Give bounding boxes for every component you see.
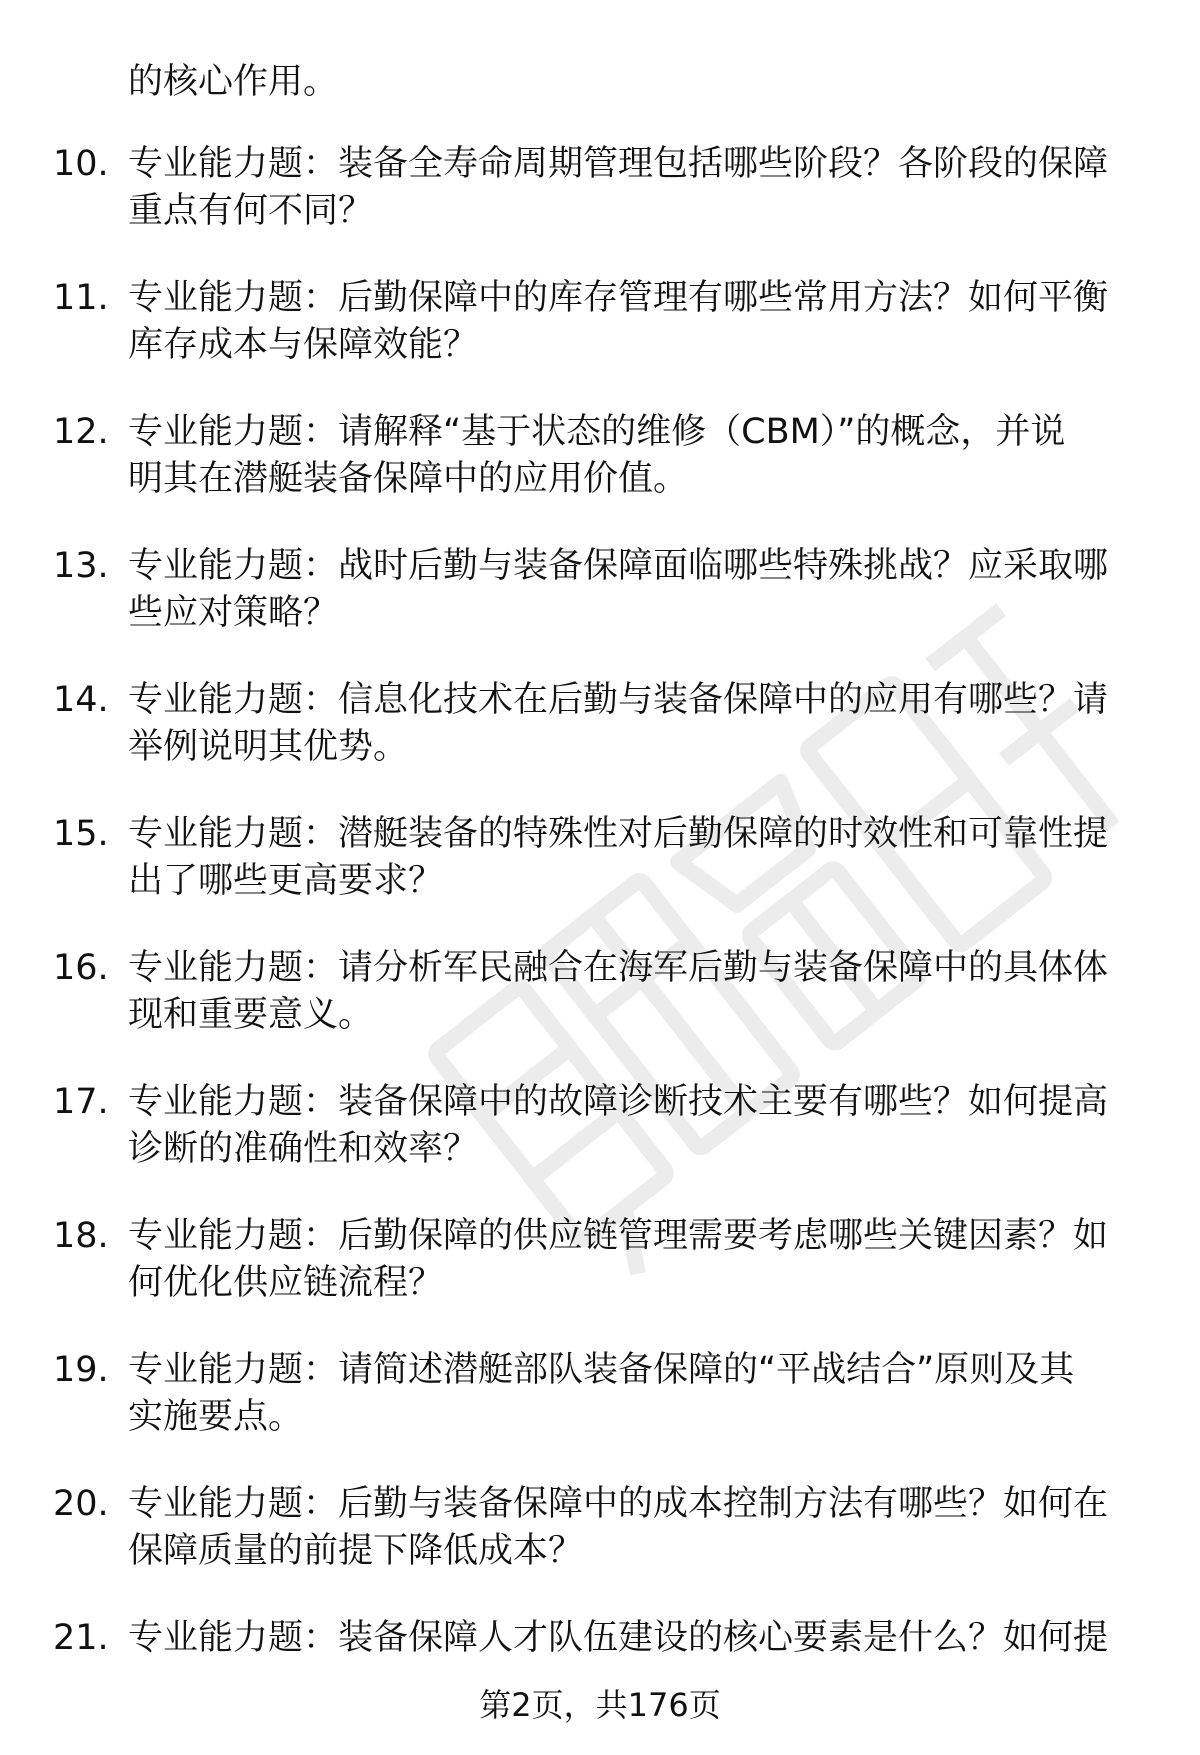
question-number: 12.	[53, 412, 109, 452]
question-number: 13.	[53, 546, 109, 586]
question-text-line: 专业能力题：潜艇装备的特殊性对后勤保障的时效性和可靠性提	[128, 814, 1109, 854]
question-text-line: 明其在潜艇装备保障中的应用价值。	[128, 459, 689, 499]
question-number: 18.	[53, 1216, 109, 1256]
question-text-line: 专业能力题：后勤保障的供应链管理需要考虑哪些关键因素？如	[128, 1216, 1109, 1256]
question-number: 10.	[53, 144, 109, 184]
question-number: 21.	[53, 1618, 109, 1658]
question-text-line: 重点有何不同？	[128, 191, 374, 231]
question-text-line: 专业能力题：装备保障中的故障诊断技术主要有哪些？如何提高	[128, 1082, 1109, 1122]
question-text-line: 专业能力题：装备保障人才队伍建设的核心要素是什么？如何提	[128, 1618, 1109, 1658]
question-number: 20.	[53, 1484, 109, 1524]
question-list	[0, 140, 1200, 1748]
question-number: 14.	[53, 680, 109, 720]
question-text-line: 诊断的准确性和效率？	[128, 1129, 479, 1169]
question-number: 19.	[53, 1350, 109, 1390]
question-item	[0, 408, 1200, 542]
question-item	[0, 676, 1200, 810]
question-text-line: 专业能力题：装备全寿命周期管理包括哪些阶段？各阶段的保障	[128, 144, 1109, 184]
question-item	[0, 1480, 1200, 1614]
question-text-line: 保障质量的前提下降低成本？	[128, 1531, 584, 1571]
question-item	[0, 1078, 1200, 1212]
question-text-line: 专业能力题：请简述潜艇部队装备保障的“平战结合”原则及其	[128, 1350, 1075, 1390]
question-item	[0, 140, 1200, 274]
question-text-line: 现和重要意义。	[128, 995, 374, 1035]
question-item	[0, 542, 1200, 676]
question-number: 16.	[53, 948, 109, 988]
question-text-line: 出了哪些更高要求？	[128, 861, 444, 901]
question-text-line: 何优化供应链流程？	[128, 1263, 444, 1303]
question-item	[0, 1212, 1200, 1346]
question-item	[0, 1614, 1200, 1748]
question-item	[0, 944, 1200, 1078]
question-text-line: 专业能力题：请解释“基于状态的维修（CBM）”的概念，并说	[128, 412, 1066, 452]
page-number-footer: 第2页，共176页	[479, 1686, 721, 1724]
question-text-line: 些应对策略？	[128, 593, 339, 633]
question-text-line: 库存成本与保障效能？	[128, 325, 479, 365]
question-number: 17.	[53, 1082, 109, 1122]
question-text-line: 专业能力题：后勤保障中的库存管理有哪些常用方法？如何平衡	[128, 278, 1109, 318]
question-item	[0, 810, 1200, 944]
question-text-line: 专业能力题：信息化技术在后勤与装备保障中的应用有哪些？请	[128, 680, 1109, 720]
question-text-line: 举例说明其优势。	[128, 727, 409, 767]
question-text-line: 专业能力题：战时后勤与装备保障面临哪些特殊挑战？应采取哪	[128, 546, 1109, 586]
question-number: 15.	[53, 814, 109, 854]
question-number: 11.	[53, 278, 109, 318]
question-text-line: 专业能力题：后勤与装备保障中的成本控制方法有哪些？如何在	[128, 1484, 1109, 1524]
continuation-text: 的核心作用。	[128, 62, 339, 102]
question-text-line: 实施要点。	[128, 1397, 304, 1437]
question-item	[0, 1346, 1200, 1480]
question-item	[0, 274, 1200, 408]
question-text-line: 专业能力题：请分析军民融合在海军后勤与装备保障中的具体体	[128, 948, 1109, 988]
